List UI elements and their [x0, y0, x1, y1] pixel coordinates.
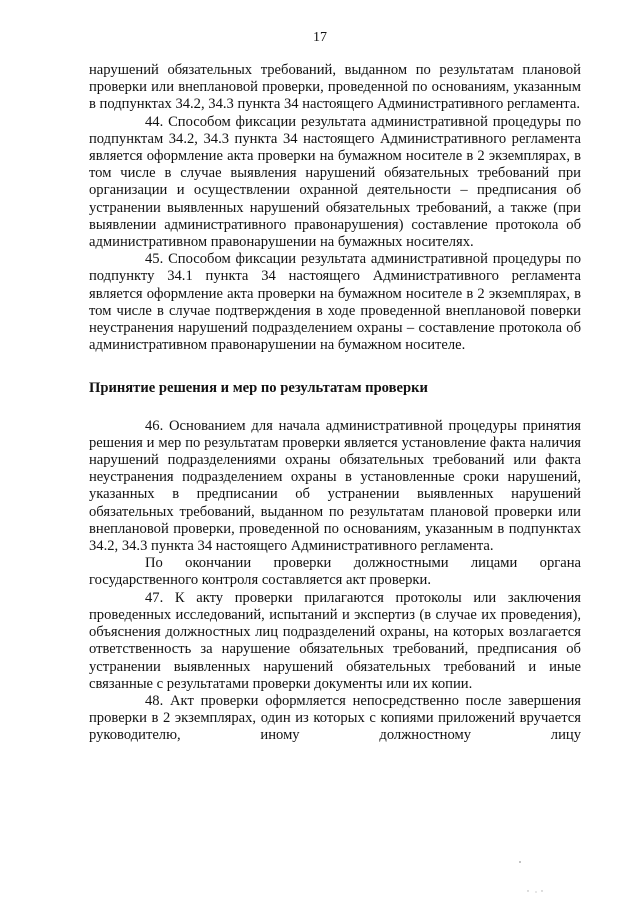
- document-body: [89, 62, 581, 745]
- scan-specks-graphic: [514, 858, 554, 898]
- paragraph-continued: нарушений обязательных требований, выданном по результатам плановой проверки или внеплановой проверки, проведенной по основаниям, указанным в подпунктах 34.2, 34.3 пункта 34 настоящего Административного регламента.: [89, 62, 581, 113]
- paragraph-45: 45. Способом фиксации результата административной процедуры по подпункту 34.1 пункта 34 настоящего Административного регламента является оформление акта проверки на бумажном носителе в 2 экземплярах, в том числе в случае подтверждения в ходе проведенной внеплановой поверки неустранения нарушений подразделением охраны – составление протокола об административном правонарушении на бумажном носителе.: [89, 251, 581, 354]
- paragraph-47: 47. К акту проверки прилагаются протоколы или заключения проведенных исследований, испытаний и экспертиз (в случае их проведения), объяснения должностных лиц подразделений охраны, на которых возлагается ответственность за нарушение обязательных требований, предписания об устранении выявленных нарушений обязательных требований и иные связанные с результатами проверки документы или их копии.: [89, 589, 581, 692]
- paragraph-46: 46. Основанием для начала административной процедуры принятия решения и мер по результатам проверки является установление факта наличия нарушений подразделениями охраны обязательных требований или факта неустранения подразделением охраны в установленные сроки нарушений, указанных в предписании об устранении выявленных нарушений обязательных требований, выданном по результатам плановой проверки или внеплановой проверки, проведенной по основаниям, указанным в подпунктах 34.2, 34.3 пункта 34 настоящего Административного регламента.: [89, 417, 581, 555]
- section-heading: Принятие решения и мер по результатам проверки: [89, 380, 428, 397]
- paragraph-inspection-end: По окончании проверки должностными лицами органа государственного контроля составляется акт проверки.: [89, 555, 581, 589]
- paragraph-48: 48. Акт проверки оформляется непосредственно после завершения проверки в 2 экземплярах, один из которых с копиями приложений вручается руководителю, иному должностному лицу: [89, 692, 581, 744]
- paragraph-44: 44. Способом фиксации результата административной процедуры по подпунктам 34.2, 34.3 пункта 34 настоящего Административного регламента является оформление акта проверки на бумажном носителе в 2 экземплярах, в том числе в случае выявления нарушений обязательных требований при организации и осуществлении охранной деятельности – предписания об устранении выявленных нарушений обязательных требований, а также (при выявлении административного правонарушения) составление протокола об административном правонарушении на бумажных носителях.: [89, 113, 581, 251]
- page-number: 17: [313, 30, 327, 45]
- scan-specks: [514, 858, 554, 900]
